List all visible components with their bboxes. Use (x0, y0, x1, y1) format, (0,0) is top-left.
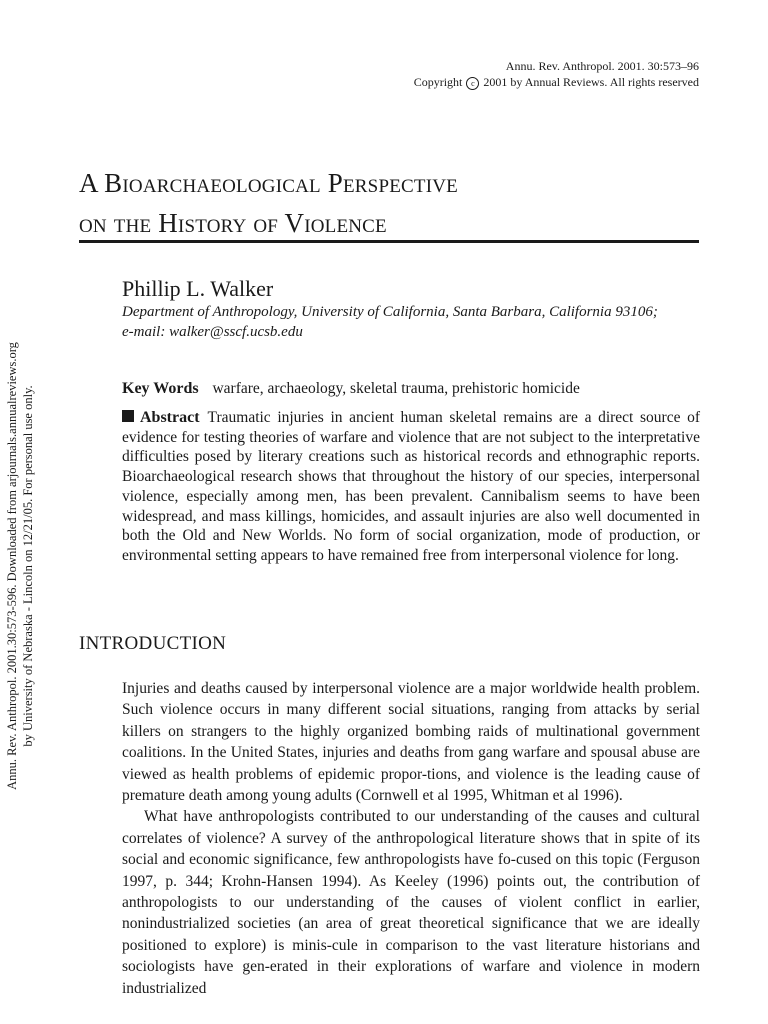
keywords-label: Key Words (122, 380, 199, 397)
title-divider (79, 240, 699, 243)
copyright-icon: c (466, 77, 479, 90)
section-heading-introduction: INTRODUCTION (79, 633, 227, 654)
keywords-list: warfare, archaeology, skeletal trauma, prehistoric homicide (212, 380, 580, 397)
title-line-1: A Bioarchaeological Perspective (79, 168, 458, 198)
copyright-suffix: 2001 by Annual Reviews. All rights reserved (483, 75, 699, 89)
introduction-body (122, 678, 700, 999)
author-email: e-mail: walker@sscf.ucsb.edu (122, 324, 303, 340)
copyright-line (414, 74, 699, 90)
abstract-block (122, 408, 700, 566)
journal-header (414, 58, 699, 90)
square-bullet-icon (122, 410, 134, 422)
article-title (79, 163, 699, 243)
author-affiliation (122, 302, 702, 342)
journal-citation: Annu. Rev. Anthropol. 2001. 30:573–96 (505, 59, 699, 73)
author-name: Phillip L. Walker (122, 276, 274, 301)
copyright-prefix: Copyright (413, 75, 463, 89)
body-paragraph-1: Injuries and deaths caused by interpersonal violence are a major worldwide health problem. Such violence occurs in many different social situations, ranging from attacks by serial killers on strangers to the highly organized bombing raids of multinational government coalitions. In the United States, injuries and deaths from gang warfare and spousal abuse are viewed as health problems of epidemic propor-tions, and violence is the leading cause of premature death among young adults (Cornwell et al 1995, Whitman et al 1996). (122, 680, 700, 805)
download-notice-line-1: Annu. Rev. Anthropol. 2001.30:573-596. Downloaded from arjournals.annualreviews.org (5, 342, 19, 790)
abstract-label: Abstract (140, 409, 200, 426)
download-notice-line-2: by University of Nebraska - Lincoln on 12/21/05. For personal use only. (21, 385, 35, 747)
body-paragraph-2: What have anthropologists contributed to our understanding of the causes and cultural correlates of violence? A survey of the anthropological literature shows that in spite of its social and economic significance, few anthropologists have fo-cused on this topic (Ferguson 1997, p. 344; Krohn-Hansen 1994). As Keeley (1996) points out, the contribution of anthropologists to our understanding of the causes of violent conflict in earlier, nonindustrialized societies (an area of great theoretical significance that we are ideally positioned to explore) is minis-cule in comparison to the vast literature historians and sociologists have gen-erated in their explorations of warfare and violence in modern industrialized (122, 808, 700, 997)
download-notice (4, 296, 36, 836)
affiliation-department: Department of Anthropology, University of California, Santa Barbara, California 93106; (122, 304, 658, 320)
abstract-text: Traumatic injuries in ancient human skeletal remains are a direct source of evidence for testing theories of warfare and violence that are not subject to the interpretative difficulties posed by literary creations such as historical records and ethnographic reports. Bioarchaeological research shows that throughout the history of our species, interpersonal violence, especially among men, has been prevalent. Cannibalism seems to have been widespread, and mass killings, homicides, and assault injuries are also well documented in both the Old and New Worlds. No form of social organization, mode of production, or environmental setting appears to have remained free from interpersonal violence for long. (122, 409, 700, 564)
title-line-2: on the History of Violence (79, 208, 387, 238)
keywords-block (122, 378, 700, 400)
